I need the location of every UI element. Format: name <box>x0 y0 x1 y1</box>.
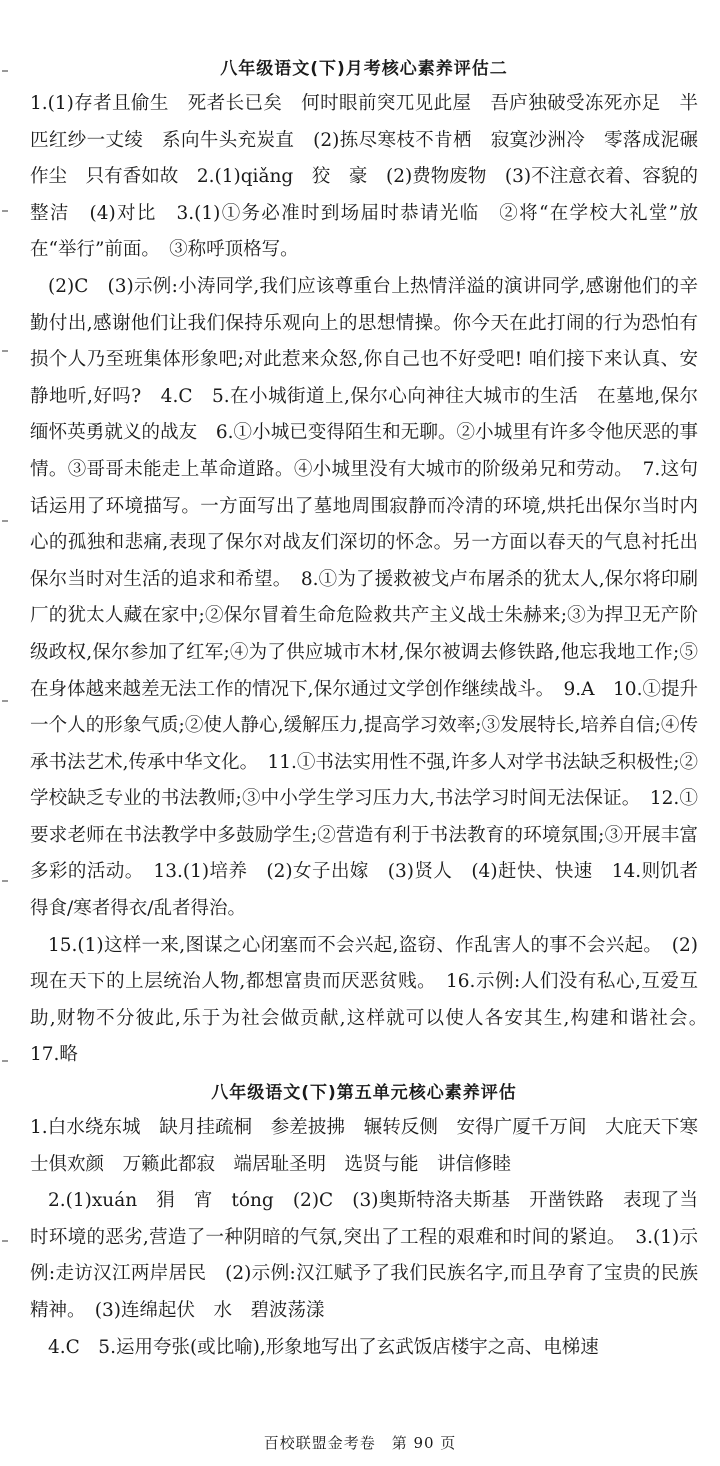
section-1-answers <box>30 86 717 1074</box>
section-2-title: 八年级语文(下)第五单元核心素养评估 <box>211 1083 517 1104</box>
answer-paragraph: 15.(1)这样一来,图谋之心闭塞而不会兴起,盗窃、作乱害人的事不会兴起。 (2)现在天下的上层统治人物,都想富贵而厌恶贫贱。 16.示例:人们没有私心,互爱互助,财物不分彼此,乐于为社会做贡献,这样就可以使人各安其生,构建和谐社会。 17.略 <box>30 934 717 1066</box>
section-2-answers <box>30 1110 698 1366</box>
answer-paragraph: 4.C 5.运用夸张(或比喻),形象地写出了玄武饭店楼宇之高、电梯速 <box>48 1336 599 1358</box>
page-footer: 百校联盟金考卷 第 90 页 <box>263 1434 457 1452</box>
binding-edge-marks <box>2 0 10 1466</box>
answer-paragraph: 2.(1)xuán 狷 宵 tóng (2)C (3)奥斯特洛夫斯基 开凿铁路 表现了当时环境的恶劣,营造了一种阴暗的气氛,突出了工程的艰难和时间的紧迫。 3.(1)示例:走访汉江两岸居民 (2)示例:汉江赋予了我们民族名字,而且孕育了宝贵的民族精神。 (3)连绵起伏 水 碧波荡漾 <box>30 1190 698 1321</box>
answer-paragraph: 1.白水绕东城 缺月挂疏桐 参差披拂 辗转反侧 安得广厦千万间 大庇天下寒士俱欢颜 万籁此都寂 端居耻圣明 选贤与能 讲信修睦 <box>30 1117 698 1175</box>
section-1-title: 八年级语文(下)月考核心素养评估二 <box>220 59 508 79</box>
answer-paragraph: (2)C (3)示例:小涛同学,我们应该尊重台上热情洋溢的演讲同学,感谢他们的辛勤付出,感谢他们让我们保持乐观向上的思想情操。你今天在此打闹的行为恐怕有损个人乃至班集体形象吧;对此惹来众怒,你自己也不好受吧! 咱们接下来认真、安静地听,好吗? 4.C 5.在小城街道上,保尔心向神往大城市的生活 在墓地,保尔缅怀英勇就义的战友 6.①小城已变得陌生和无聊。②小城里有许多令他厌恶的事情。③哥哥未能走上革命道路。④小城里没有大城市的阶级弟兄和劳动。 7.这句话运用了环境描写。一方面写出了墓地周围寂静而冷清的环境,烘托出保尔当时内心的孤独和悲痛,表现了保尔对战友们深切的怀念。另一方面以春天的气息衬托出保尔当时对生活的追求和希望。 8.①为了援救被戈卢布屠杀的犹太人,保尔将印刷厂的犹太人藏在家中;②保尔冒着生命危险救共产主义战士朱赫来;③为捍卫无产阶级政权,保尔参加了红军;④为了供应城市木材,保尔被调去修铁路,他忘我地工作;⑤在身体越来越差无法工作的情况下,保尔通过文学创作继续战斗。 9.A 10.①提升一个人的形象气质;②使人静心,缓解压力,提高学习效率;③发展特长,培养自信;④传承书法艺术,传承中华文化。 11.①书法实用性不强,许多人对学书法缺乏积极性;②学校缺乏专业的书法教师;③中小学生学习压力大,书法学习时间无法保证。 12.①要求老师在书法教学中多鼓励学生;②营造有利于书法教育的环境氛围;③开展丰富多彩的活动。 13.(1)培养 (2)女子出嫁 (3)贤人 (4)赶快、快速 14.则饥者得食/寒者得衣/乱者得治。 <box>30 275 698 920</box>
answer-paragraph: 1.(1)存者且偷生 死者长已矣 何时眼前突兀见此屋 吾庐独破受冻死亦足 半匹红纱一丈绫 系向牛头充炭直 (2)拣尽寒枝不肯栖 寂寞沙洲冷 零落成泥碾作尘 只有香如故 2.(1)qiǎng 狡 豪 (2)费物废物 (3)不注意衣着、容貌的整洁 (4)对比 3.(1)①务必准时到场届时恭请光临 ②将“在学校大礼堂”放在“举行”前面。 ③称呼顶格写。 <box>30 93 698 261</box>
